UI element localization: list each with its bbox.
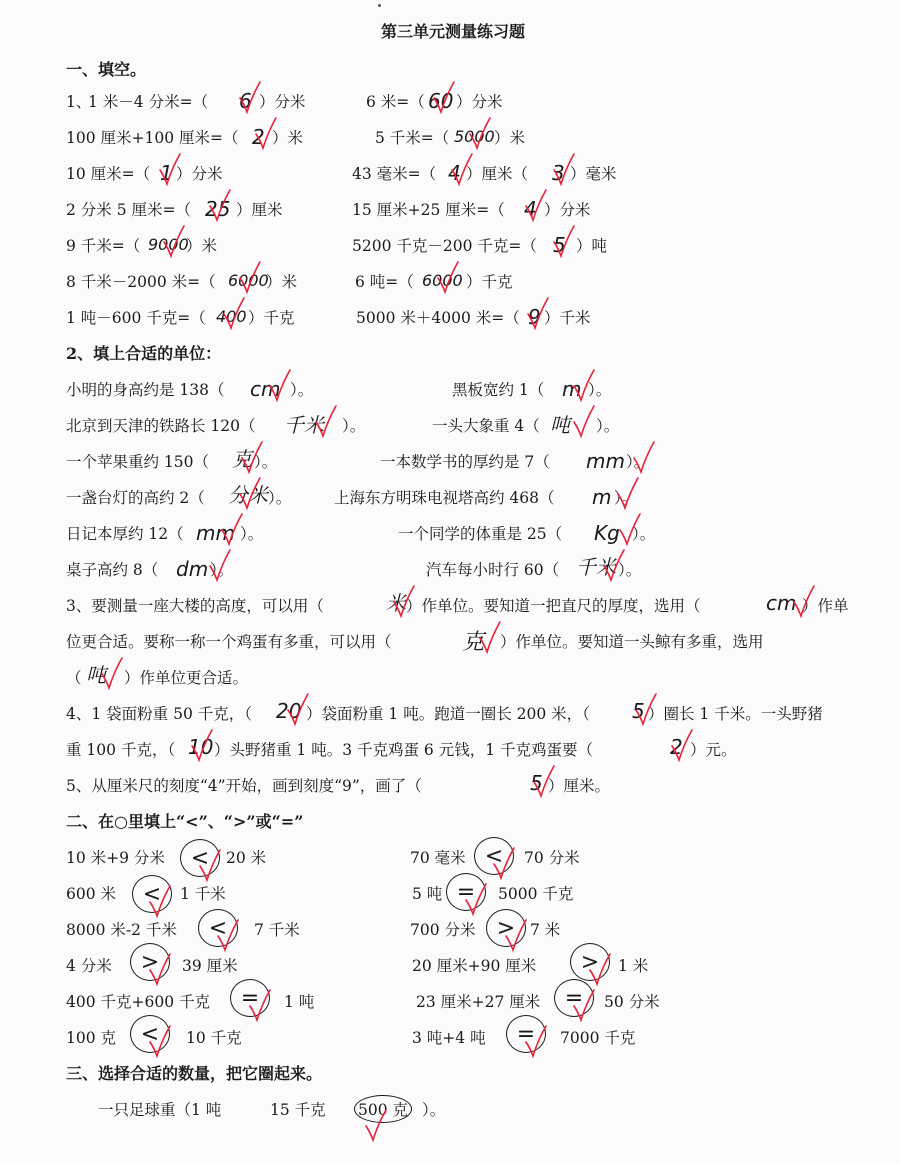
q2-item-9-suffix: ）。	[240, 525, 264, 543]
q1-item-13-prefix: 1 吨－600 千克=（	[66, 309, 206, 327]
q2-item-2-answer: m	[562, 377, 582, 401]
q4-line-2-c: ）元。	[690, 741, 737, 759]
compare-2-symbol: <	[474, 837, 514, 875]
q4-line-2-b: ）头野猪重 1 吨。3 千克鸡蛋 6 元钱，1 千克鸡蛋要（	[214, 741, 594, 759]
compare-1-left: 10 米+9 分米	[66, 849, 165, 867]
q2-item-12-prefix: 汽车每小时行 60（	[426, 561, 560, 579]
compare-6-left: 700 分米	[410, 921, 476, 939]
compare-7-right: 39 厘米	[182, 957, 238, 975]
q1-item-11-suffix: ）米	[266, 273, 298, 291]
compare-4-symbol: =	[446, 873, 486, 911]
q1-item-1-answer: 6	[239, 89, 252, 113]
q2-item-2-prefix: 黑板宽约 1（	[452, 381, 545, 399]
compare-5-symbol: <	[198, 909, 238, 947]
q5-text-a: 5、从厘米尺的刻度“4”开始，画到刻度“9”，画了（	[66, 777, 422, 795]
q1-item-9-answer: 9000	[148, 235, 189, 254]
q1-item-3-suffix: ）米	[272, 129, 304, 147]
q2-heading: 2、填上合适的单位：	[66, 344, 222, 363]
q1-item-3-answer: 2	[252, 125, 265, 149]
q1-item-13-suffix: ）千克	[248, 309, 295, 327]
q2-item-11-answer: dm	[176, 557, 209, 581]
q1-item-5-suffix: ）分米	[176, 165, 223, 183]
q3-line-2-a: 位更合适。要称一称一个鸡蛋有多重，可以用（	[66, 633, 392, 651]
q2-item-1-answer: cm	[250, 377, 281, 401]
section-3-heading: 三、选择合适的数量，把它圈起来。	[66, 1064, 323, 1083]
q1-item-4-answer: 5000	[454, 127, 495, 146]
choose-option-3: 500 克	[358, 1101, 409, 1119]
q1-item-14-suffix: ）千米	[544, 309, 591, 327]
q1-item-2-answer: 60	[428, 89, 454, 113]
compare-3-symbol: <	[132, 875, 172, 913]
compare-11-right: 10 千克	[186, 1029, 242, 1047]
q5-answer: 5	[530, 771, 543, 795]
compare-9-symbol: =	[230, 979, 270, 1017]
q1-item-11-prefix: 8 千米－2000 米=（	[66, 273, 216, 291]
q2-item-4-answer: 吨	[550, 413, 570, 437]
q2-item-4-prefix: 一头大象重 4（	[432, 417, 540, 435]
scan-speck	[378, 4, 381, 7]
compare-9-left: 400 千克+600 千克	[66, 993, 211, 1011]
compare-8-symbol: >	[570, 943, 610, 981]
q2-item-2-suffix: ）。	[588, 381, 612, 399]
q1-item-7-answer: 25	[205, 197, 231, 221]
q1-item-10-suffix: ）吨	[576, 237, 608, 255]
q1-item-4-suffix: ）米	[494, 129, 526, 147]
q3-line-3-a: （	[66, 669, 82, 687]
section-2-heading: 二、在○里填上“<”、“>”或“=”	[66, 812, 304, 831]
q1-item-8-suffix: ）分米	[544, 201, 591, 219]
q2-item-12-suffix: ）。	[618, 561, 642, 579]
q4-line-1-c: ）圈长 1 千米。一头野猪	[648, 705, 823, 723]
q1-item-6-suffix: ）毫米	[570, 165, 617, 183]
q2-item-6-prefix: 一本数学书的厚约是 7（	[380, 453, 550, 471]
q4-answer-1: 20	[276, 699, 302, 723]
q2-item-1-prefix: 小明的身高约是 138（	[66, 381, 225, 399]
compare-12-left: 3 吨+4 吨	[412, 1029, 486, 1047]
q2-item-6-suffix: ）。	[626, 453, 650, 471]
compare-8-left: 20 厘米+90 厘米	[412, 957, 537, 975]
q4-answer-2: 5	[632, 699, 645, 723]
q3-line-1-a: 3、要测量一座大楼的高度，可以用（	[66, 597, 324, 615]
q1-item-7-suffix: ）厘米	[236, 201, 283, 219]
q1-item-13-answer: 400	[216, 307, 247, 326]
q4-answer-3: 10	[188, 735, 214, 759]
q1-item-14-prefix: 5000 米＋4000 米=（	[356, 309, 520, 327]
compare-11-left: 100 克	[66, 1029, 117, 1047]
section-1-heading: 一、填空。	[66, 60, 147, 79]
q3-answer-1: 米	[386, 591, 406, 615]
q2-item-10-suffix: ）。	[632, 525, 656, 543]
q1-item-5-answer: 1	[160, 161, 173, 185]
q4-line-2-a: 重 100 千克，（	[66, 741, 176, 759]
q1-item-9-suffix: ）米	[186, 237, 218, 255]
compare-5-right: 7 千米	[254, 921, 300, 939]
q1-item-1-suffix: ）分米	[259, 93, 306, 111]
q1-number: 1、	[66, 93, 92, 111]
q1-item-12-suffix: ）千克	[466, 273, 513, 291]
compare-10-right: 50 分米	[604, 993, 660, 1011]
q1-item-1-prefix: 1 米－4 分米=（	[88, 93, 209, 111]
q2-item-8-prefix: 上海东方明珠电视塔高约 468（	[334, 489, 555, 507]
q3-line-1-c: ）作单	[802, 597, 849, 615]
compare-7-left: 4 分米	[66, 957, 112, 975]
compare-6-symbol: >	[486, 909, 526, 947]
q1-item-3-prefix: 100 厘米+100 厘米=（	[66, 129, 239, 147]
compare-3-right: 1 千米	[180, 885, 226, 903]
q4-answer-4: 2	[670, 735, 683, 759]
q3-line-3-b: ）作单位更合适。	[124, 669, 249, 687]
q2-item-5-answer: 克	[232, 447, 252, 471]
red-checkmark-icon	[574, 406, 594, 436]
q2-item-12-answer: 千米	[576, 555, 616, 579]
q2-item-3-suffix: ）。	[342, 417, 366, 435]
compare-4-right: 5000 千克	[498, 885, 574, 903]
q2-item-5-prefix: 一个苹果重约 150（	[66, 453, 210, 471]
choose-suffix: ）。	[422, 1101, 446, 1119]
compare-8-right: 1 米	[618, 957, 649, 975]
compare-6-right: 7 米	[530, 921, 561, 939]
q1-item-12-prefix: 6 吨=（	[355, 273, 414, 291]
compare-3-left: 600 米	[66, 885, 117, 903]
q3-answer-3: 克	[462, 630, 485, 655]
q1-item-12-answer: 6000	[422, 271, 463, 290]
compare-5-left: 8000 米-2 千米	[66, 921, 177, 939]
q1-item-6-answer-1: 4	[448, 161, 461, 185]
compare-1-symbol: <	[180, 839, 220, 877]
compare-11-symbol: <	[130, 1015, 170, 1053]
q1-item-9-prefix: 9 千米=（	[66, 237, 141, 255]
q1-item-6-answer-2: 3	[552, 161, 565, 185]
q3-answer-4: 吨	[86, 663, 106, 687]
q1-item-6-prefix: 43 毫米=（	[352, 165, 437, 183]
compare-1-right: 20 米	[226, 849, 267, 867]
compare-2-left: 70 毫米	[410, 849, 466, 867]
compare-4-left: 5 吨	[412, 885, 443, 903]
compare-12-right: 7000 千克	[560, 1029, 636, 1047]
q3-line-2-b: ）作单位。要知道一头鲸有多重，选用	[500, 633, 764, 651]
q1-item-11-answer: 6000	[228, 271, 269, 290]
q1-item-14-answer: 9	[528, 305, 541, 329]
choose-prefix: 一只足球重（1 吨	[98, 1101, 222, 1119]
compare-10-symbol: =	[554, 979, 594, 1017]
q1-item-7-prefix: 2 分米 5 厘米=（	[66, 201, 191, 219]
page-title: 第三单元测量练习题	[381, 22, 526, 41]
q1-item-10-prefix: 5200 千克－200 千克=（	[352, 237, 537, 255]
q2-item-6-answer: mm	[586, 449, 625, 473]
q2-item-8-answer: m	[592, 485, 612, 509]
q1-item-2-prefix: 6 米=（	[366, 93, 425, 111]
compare-7-symbol: >	[130, 943, 170, 981]
q1-item-8-answer: 4	[524, 197, 537, 221]
compare-10-left: 23 厘米+27 厘米	[416, 993, 541, 1011]
q5-text-b: ）厘米。	[548, 777, 611, 795]
q2-item-11-suffix: ）。	[210, 561, 234, 579]
q2-item-10-prefix: 一个同学的体重是 25（	[398, 525, 563, 543]
q2-item-9-answer: mm	[196, 521, 235, 545]
q4-line-1-b: ）袋面粉重 1 吨。跑道一圈长 200 米，（	[306, 705, 590, 723]
q2-item-1-suffix: ）。	[290, 381, 314, 399]
compare-12-symbol: =	[506, 1015, 546, 1053]
q1-item-10-answer: 5	[553, 233, 566, 257]
q3-answer-2: cm	[766, 591, 797, 615]
q2-item-3-prefix: 北京到天津的铁路长 120（	[66, 417, 256, 435]
q2-item-7-suffix: ）。	[268, 489, 292, 507]
q1-item-6-middle: ）厘米（	[466, 165, 529, 183]
q2-item-7-prefix: 一盏台灯的高约 2（	[66, 489, 205, 507]
q4-line-1-a: 4、1 袋面粉重 50 千克，（	[66, 705, 252, 723]
q1-item-5-prefix: 10 厘米=（	[66, 165, 151, 183]
q2-item-8-suffix: ）。	[614, 489, 638, 507]
q1-item-2-suffix: ）分米	[456, 93, 503, 111]
q2-item-3-answer: 千米	[284, 413, 324, 437]
q2-item-7-answer: 分米	[228, 483, 268, 507]
q1-item-4-prefix: 5 千米=（	[375, 129, 450, 147]
q2-item-10-answer: Kg	[594, 521, 620, 545]
compare-9-right: 1 吨	[284, 993, 315, 1011]
q1-item-8-prefix: 15 厘米+25 厘米=（	[352, 201, 505, 219]
q3-line-1-b: ）作单位。要知道一把直尺的厚度，选用（	[406, 597, 701, 615]
q2-item-4-suffix: ）。	[596, 417, 620, 435]
q2-item-11-prefix: 桌子高约 8（	[66, 561, 159, 579]
q2-item-5-suffix: ）。	[254, 453, 278, 471]
compare-2-right: 70 分米	[524, 849, 580, 867]
choose-option-2: 15 千克	[270, 1101, 326, 1119]
q2-item-9-prefix: 日记本厚约 12（	[66, 525, 184, 543]
